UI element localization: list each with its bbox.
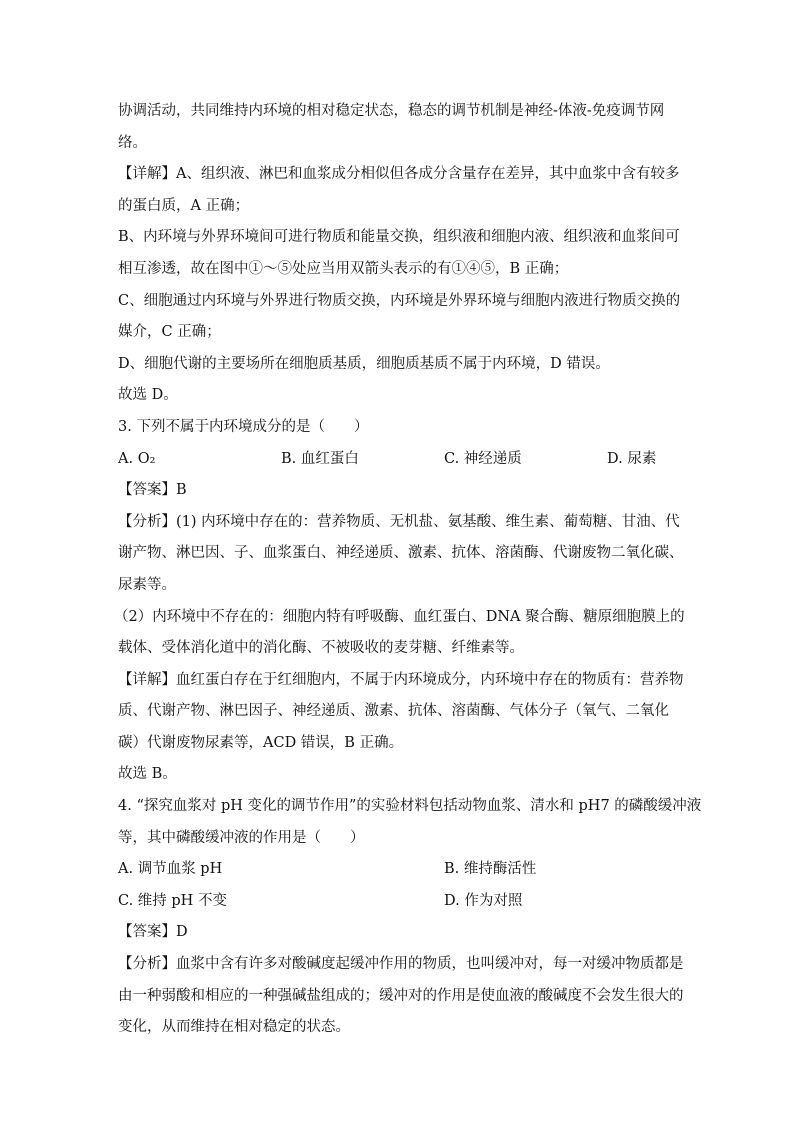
text-line: 故选 D。 <box>118 387 178 404</box>
option-b: B. 维持酶活性 <box>444 861 537 878</box>
option-a: A. O₂ <box>118 450 156 467</box>
question-4-stem-cont: 等，其中磷酸缓冲液的作用是（ ） <box>118 829 365 846</box>
text-line: 【分析】血浆中含有许多对酸碱度起缓冲作用的物质，也叫缓冲对，每一对缓冲物质都是 <box>118 956 684 973</box>
text-line: 的蛋白质，A 正确； <box>118 197 250 214</box>
document-page <box>114 96 702 1044</box>
option-b: B. 血红蛋白 <box>281 450 359 467</box>
text-line: 故选 B。 <box>118 766 177 783</box>
text-line: 载体、受体消化道中的消化酶、不被吸收的麦芽糖、纤维素等。 <box>118 640 524 657</box>
text-line: 媒介，C 正确； <box>118 324 221 341</box>
text-line: 协调活动，共同维持内环境的相对稳定状态，稳态的调节机制是神经-体液-免疫调节网 <box>118 103 665 119</box>
option-a: A. 调节血浆 pH <box>118 861 223 878</box>
question-3-stem: 3. 下列不属于内环境成分的是（ ） <box>118 418 369 435</box>
text-line: 【分析】(1) 内环境中存在的：营养物质、无机盐、氨基酸、维生素、葡萄糖、甘油、代 <box>118 513 680 530</box>
question-3-options <box>118 444 678 476</box>
text-line: 尿素等。 <box>118 576 176 593</box>
answer-label: 【答案】B <box>118 482 187 499</box>
question-4-options-row1 <box>118 854 678 886</box>
answer-label: 【答案】D <box>118 924 188 941</box>
question-4-options-row2 <box>118 886 678 918</box>
option-c: C. 神经递质 <box>444 450 522 467</box>
option-c: C. 维持 pH 不变 <box>118 892 227 909</box>
text-line: 碳）代谢废物尿素等，ACD 错误，B 正确。 <box>118 734 404 751</box>
text-line: 由一种弱酸和相应的一种强碱盐组成的；缓冲对的作用是使血液的酸碱度不会发生很大的 <box>118 987 684 1004</box>
text-line: 谢产物、淋巴因、子、血浆蛋白、神经递质、激素、抗体、溶菌酶、代谢废物二氧化碳、 <box>118 545 684 562</box>
text-line: （2）内环境中不存在的：细胞内特有呼吸酶、血红蛋白、DNA 聚合酶、糖原细胞膜上的 <box>114 608 685 625</box>
option-d: D. 尿素 <box>607 450 657 467</box>
text-line: 质、代谢产物、淋巴因子、神经递质、激素、抗体、溶菌酶、气体分子（氧气、二氧化 <box>118 703 669 720</box>
option-d: D. 作为对照 <box>444 892 523 909</box>
text-line: B、内环境与外界环境间可进行物质和能量交换，组织液和细胞内液、组织液和血浆间可 <box>118 229 680 246</box>
text-line: 【详解】A、组织液、淋巴和血浆成分相似但各成分含量存在差异，其中血浆中含有较多 <box>118 166 680 183</box>
text-line: 相互渗透，故在图中①～⑤处应当用双箭头表示的有①④⑤，B 正确； <box>118 260 569 277</box>
text-line: 【详解】血红蛋白存在于红细胞内，不属于内环境成分，内环境中存在的物质有：营养物 <box>118 671 684 688</box>
text-line: D、细胞代谢的主要场所在细胞质基质，细胞质基质不属于内环境，D 错误。 <box>118 355 610 372</box>
text-line: 变化，从而维持在相对稳定的状态。 <box>118 1019 350 1036</box>
question-4-stem: 4. “探究血浆对 pH 变化的调节作用”的实验材料包括动物血浆、清水和 pH7 的磷酸缓冲液 <box>118 798 702 815</box>
text-line: C、细胞通过内环境与外界进行物质交换，内环境是外界环境与细胞内液进行物质交换的 <box>118 292 681 309</box>
text-line: 络。 <box>118 134 147 151</box>
